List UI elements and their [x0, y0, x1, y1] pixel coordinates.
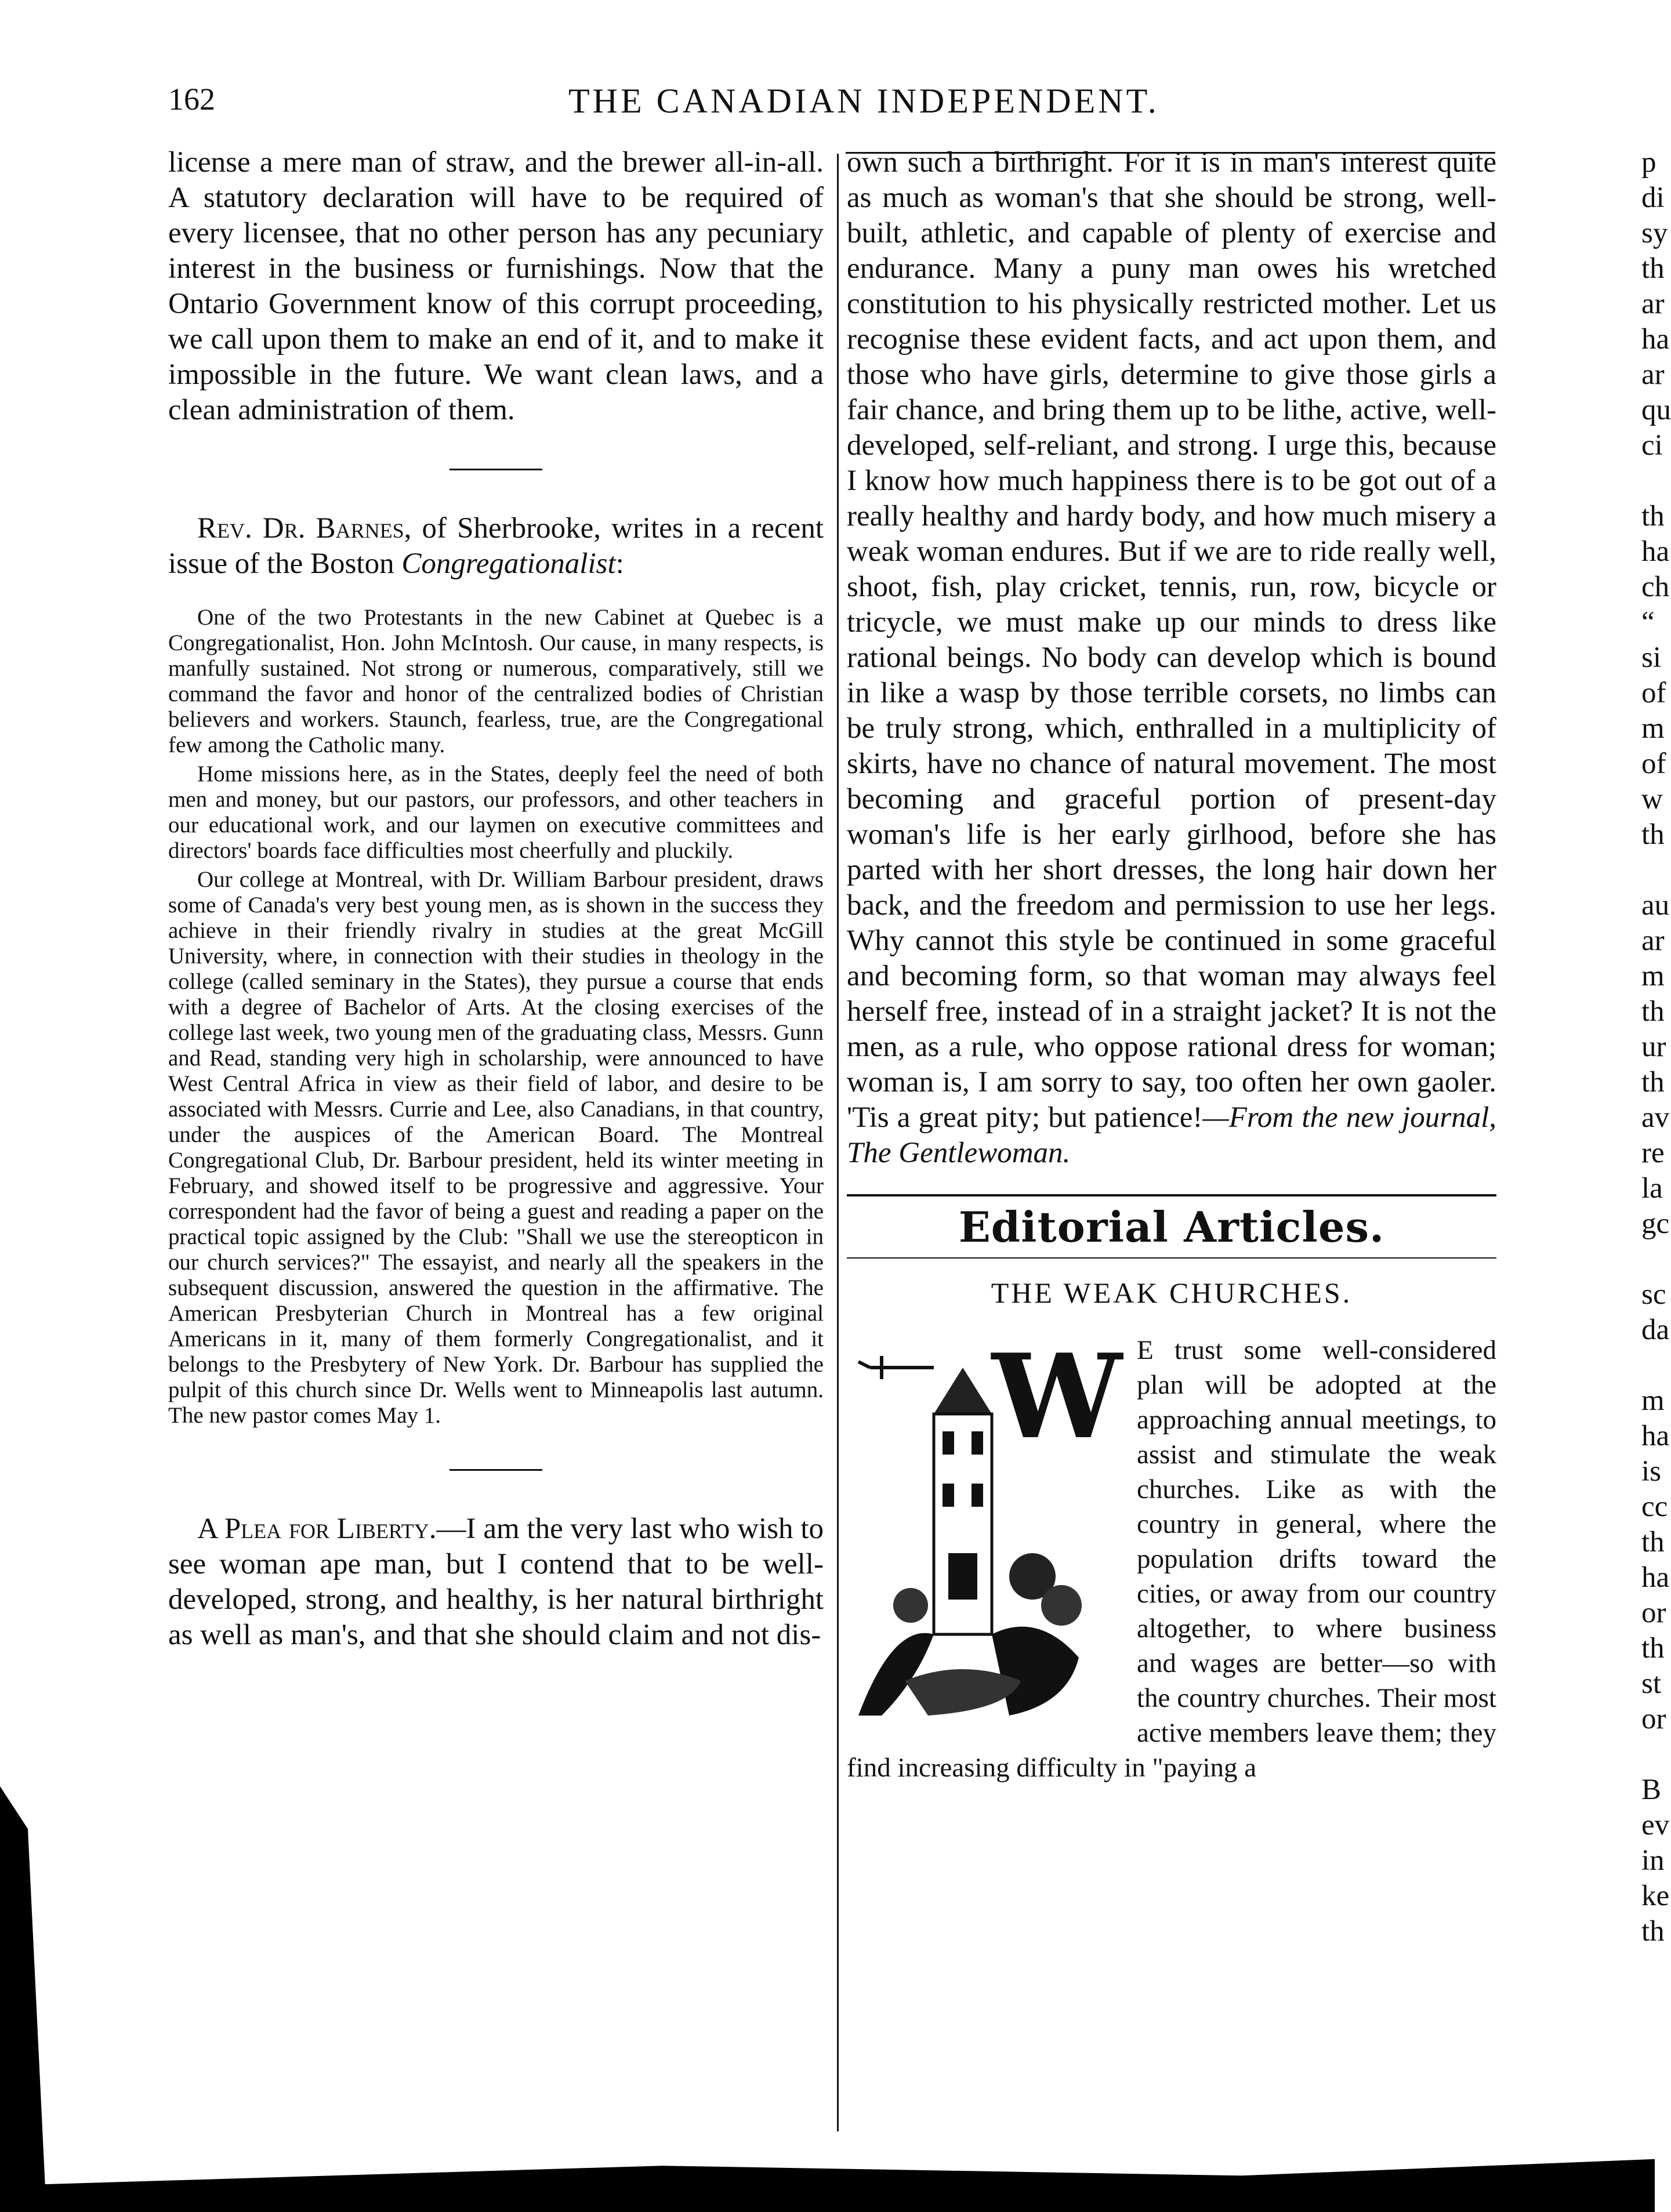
plea-text: —I am the very last who wish to see woman ape man, but I contend that to be well-developed, strong, and healthy, is her natural birthright as well as man's, and that she should claim and not dis- [168, 1513, 824, 1651]
edge-fragment: st [1641, 1667, 1662, 1700]
drop-cap-letter: W [992, 1329, 1122, 1465]
barnes-source: Congregationalist [401, 547, 616, 580]
left-column [168, 145, 824, 2152]
edge-fragment: au [1641, 889, 1670, 922]
edge-fragment [1641, 1737, 1655, 1772]
edge-fragment: re [1641, 1137, 1665, 1169]
article-text: E trust some well-considered plan will be adopted at the approaching annual meetings, to assist and stimulate the weak churches. Like as with the country in general, where the population drifts toward the cities, or away from our country altogether, to where business and wages are better—so with the country churches. Their most active members leave them; they find increasing difficulty in "paying a [847, 1335, 1496, 1783]
scan-shadow-left [0, 1786, 46, 2212]
edge-fragment: sy [1641, 217, 1668, 249]
edge-fragment: di [1641, 182, 1665, 214]
edge-fragment: ha [1641, 535, 1670, 568]
running-head: THE CANADIAN INDEPENDENT. [568, 82, 1159, 120]
edge-fragment [1641, 1242, 1655, 1277]
plea-paragraph [168, 1511, 824, 1653]
edge-fragment [1641, 853, 1655, 888]
edge-fragment: cc [1641, 1491, 1668, 1523]
editorial-rule [847, 1194, 1496, 1196]
edge-fragment: da [1641, 1314, 1670, 1346]
edge-fragment: of [1641, 748, 1666, 780]
edge-fragment: or [1641, 1597, 1666, 1629]
barnes-lead: Rev. Dr. Barnes, [197, 512, 412, 545]
right-edge-fragments [1641, 145, 1671, 2059]
decorated-initial [847, 1329, 1122, 1727]
edge-fragment: la [1641, 1172, 1663, 1205]
edge-fragment: si [1641, 641, 1662, 674]
quote-paragraph: Our college at Montreal, with Dr. William Barbour president, draws some of Canada's very best young men, as is shown in the success they achieve in their friendly rivalry in studies at the great McGill University, where, in connection with their studies in theology in the college (called seminary in the States), they pursue a course that ends with a degree of Bachelor of Arts. At the closing exercises of the college last week, two young men of the graduating class, Messrs. Gunn and Read, standing very high in scholarship, were announced to have West Central Africa in view as their field of labor, and desire to be associated with Messrs. Currie and Lee, also Canadians, in that country, under the auspices of the American Board. The Montreal Congregational Club, Dr. Barbour president, held its winter meeting in February, and showed itself to be progressive and aggressive. Your correspondent had the favor of being a guest and reading a paper on the practical topic assigned by the Club: "Shall we use the stereopticon in our church services?" The essayist, and nearly all the speakers in the subsequent discussion, answered the question in the affirmative. The American Presbyterian Church in Montreal has a few original Americans in it, many of them formerly Congregationalist, and it belongs to the Presbytery of New York. Dr. Barbour has supplied the pulpit of this church since Dr. Wells went to Minneapolis last autumn. The new pastor comes May 1. [168, 867, 824, 1428]
castle-illustration-icon [847, 1329, 1122, 1727]
edge-fragment: B [1641, 1774, 1662, 1806]
edge-fragment: ar [1641, 358, 1665, 391]
barnes-paragraph [168, 511, 824, 582]
edge-fragment: ch [1641, 571, 1670, 603]
edge-fragment: m [1641, 960, 1665, 992]
edge-fragment: of [1641, 677, 1666, 709]
edge-fragment: ar [1641, 288, 1665, 320]
edge-fragment: p [1641, 146, 1656, 179]
right-column [847, 145, 1496, 2152]
edge-fragment: th [1641, 1915, 1665, 1948]
edge-fragment: gc [1641, 1207, 1670, 1240]
plea-continued-text: own such a birthright. For it is in man's interest quite as much as woman's that she should be strong, well-built, athletic, and capable of plenty of exercise and endurance. Many a puny man owes his wretched constitution to his physically restricted mother. Let us recognise these evident facts, and act upon them, and those who have girls, determine to give those girls a fair chance, and bring them up to be lithe, active, well-developed, self-reliant, and strong. I urge this, because I know how much happiness there is to be got out of a really healthy and hardy body, and how much misery a weak woman endures. But if we are to ride really well, shoot, fish, play cricket, tennis, run, row, bicycle or tricycle, we must make up our minds to dress like rational beings. No body can develop which is bound in like a wasp by those terrible corsets, no limbs can be truly strong, which, enthralled in a multiplicity of skirts, have no chance of natural movement. The most becoming and graceful portion of present-day woman's life is her early girlhood, before she has parted with her short dresses, the long hair down her back, and the freedom and permission to use her legs. Why cannot this style be continued in some graceful and becoming form, so that woman may always feel herself free, instead of in a straight jacket? It is not the men, as a rule, who oppose rational dress for woman; woman is, I am sorry to say, too often her own gaoler. 'Tis a great pity; but patience! [847, 146, 1496, 1134]
article-title: THE WEAK CHURCHES. [991, 1277, 1353, 1309]
edge-fragment: “ [1641, 606, 1655, 639]
edge-fragment: or [1641, 1703, 1666, 1735]
column-divider [837, 154, 839, 2131]
edge-fragment [1641, 1348, 1655, 1383]
edge-fragment: is [1641, 1455, 1662, 1488]
edge-fragment: th [1641, 1066, 1665, 1098]
edge-fragment: av [1641, 1101, 1670, 1134]
edge-fragment: th [1641, 252, 1665, 285]
quote-paragraph: Home missions here, as in the States, deeply feel the need of both men and money, but our pastors, our professors, and other teachers in our educational work, and our laymen on executive committees and directors' boards face difficulties most cheerfully and pluckily. [168, 761, 824, 863]
license-paragraph: license a mere man of straw, and the brewer all-in-all. A statutory declaration will have to be required of every licensee, that no other person has any pecuniary interest in the business or furnishings. Now that the Ontario Government know of this corrupt proceeding, we call upon them to make an end of it, and to make it impossible in the future. We want clean laws, and a clean administration of them. [168, 146, 824, 426]
edge-fragment: th [1641, 500, 1665, 532]
editorial-heading: Editorial Articles. [958, 1202, 1385, 1252]
editorial-rule-thin [847, 1257, 1496, 1259]
edge-fragment: th [1641, 1632, 1665, 1665]
barnes-intro: of Sherbrooke, writes in a recent issue of the Boston [168, 512, 824, 580]
separator-rule [450, 1469, 542, 1471]
edge-fragment: ha [1641, 1420, 1670, 1452]
barnes-colon: : [615, 547, 624, 580]
edge-fragment: m [1641, 712, 1665, 745]
edge-fragment: ci [1641, 429, 1663, 462]
edge-fragment: sc [1641, 1278, 1666, 1311]
article-body [847, 1329, 1496, 1785]
separator-rule [450, 469, 542, 470]
plea-lead: A Plea for Liberty. [197, 1513, 437, 1545]
edge-fragment: ur [1641, 1031, 1666, 1063]
edge-fragment: m [1641, 1384, 1665, 1417]
edge-fragment [1641, 463, 1655, 499]
quote-paragraph: One of the two Protestants in the new Cabinet at Quebec is a Congregationalist, Hon. John McIntosh. Our cause, in many respects, is manfully sustained. Not strong or numerous, comparatively, still we command the favor and honor of the centralized bodies of Christian believers and workers. Staunch, fearless, true, are the Congregational few among the Catholic many. [168, 605, 824, 757]
plea-continued [847, 145, 1496, 1171]
edge-fragment: ke [1641, 1880, 1670, 1912]
plea-source: —From the new journal, The Gentlewoman. [847, 1101, 1496, 1169]
scan-shadow-bottom [0, 2146, 1655, 2212]
edge-fragment: th [1641, 995, 1665, 1028]
edge-fragment: ev [1641, 1809, 1670, 1841]
edge-fragment: ha [1641, 323, 1670, 356]
edge-fragment: th [1641, 818, 1665, 851]
edge-fragment: in [1641, 1844, 1665, 1877]
edge-fragment: qu [1641, 394, 1671, 426]
page-number: 162 [168, 82, 215, 117]
edge-fragment: ar [1641, 924, 1665, 957]
edge-fragment: w [1641, 783, 1663, 815]
edge-fragment: th [1641, 1526, 1665, 1558]
edge-fragment: ha [1641, 1561, 1670, 1594]
